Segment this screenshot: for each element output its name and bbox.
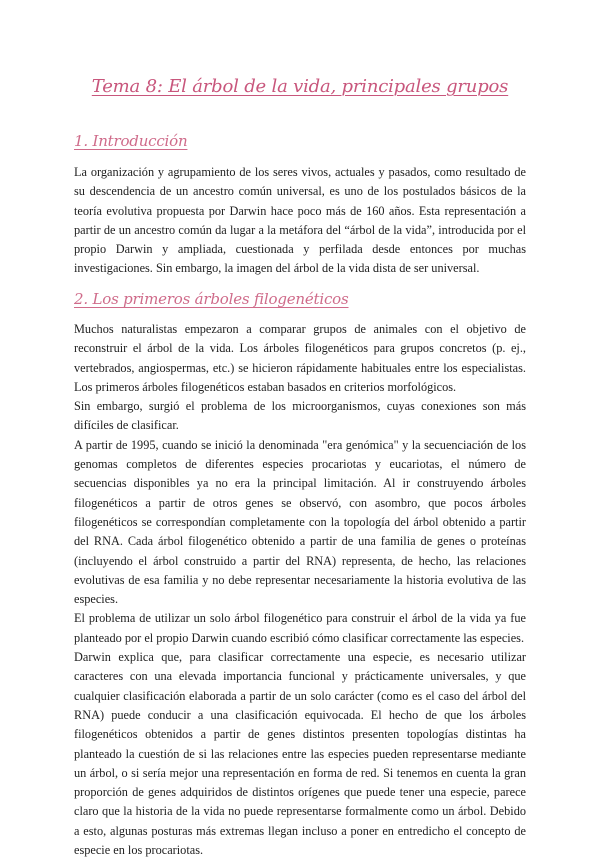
paragraph: Sin embargo, surgió el problema de los microorganismos, cuyas conexiones son más difíciles de clasificar.: [74, 399, 526, 433]
section-heading-primeros-arboles: 2. Los primeros árboles filogenéticos: [74, 290, 349, 308]
paragraph: La organización y agrupamiento de los seres vivos, actuales y pasados, como resultado de su descendencia de un ancestro común universal, es uno de los postulados básicos de la teoría evolutiva propuesta por Darwin hace poco más de 160 años. Esta representación a partir de un ancestro común da lugar a la metáfora del “árbol de la vida”, introducida por el propio Darwin y ampliada, cuestionada y perfilada desde entonces por muchas investigaciones. Sin embargo, la imagen del árbol de la vida dista de ser universal.: [74, 165, 526, 276]
paragraph: El problema de utilizar un solo árbol filogenético para construir el árbol de la vida ya fue planteado por el propio Darwin cuando escribió cómo clasificar correctamente las especies.: [74, 611, 526, 645]
document-title: Tema 8: El árbol de la vida, principales grupos: [91, 76, 509, 97]
section-heading-introduccion: 1. Introducción: [74, 132, 188, 150]
section-body-introduccion: [74, 163, 526, 279]
section-body-primeros-arboles: [74, 320, 526, 860]
paragraph: A partir de 1995, cuando se inició la denominada "era genómica" y la secuenciación de los genomas completos de diferentes especies procariotas y eucariotas, el número de secuencias disponibles ya no era la principal limitación. Al ir construyendo árboles filogenéticos a partir de otros genes se observó, con asombro, que pocos árboles filogenéticos se correspondían completamente con la topología del árbol obtenido a partir del RNA. Cada árbol filogenético obtenido a partir de una familia de genes o proteínas (incluyendo el árbol construido a partir del RNA) representa, de hecho, las relaciones evolutivas de esa familia y no debe representar necesariamente la historia evolutiva de las especies.: [74, 437, 526, 607]
paragraph: Darwin explica que, para clasificar correctamente una especie, es necesario utilizar caracteres con una elevada importancia funcional y prácticamente universales, y que cualquier clasificación elaborada a partir de un solo carácter (como es el caso del árbol del RNA) puede conducir a una clasificación equivocada. El hecho de que los árboles filogenéticos obtenidos a partir de genes distintos presenten topologías distintas ha planteado la cuestión de si las relaciones entre las especies pueden representarse mediante un árbol, o si sería mejor una representación en forma de red. Si tenemos en cuenta la gran proporción de genes adquiridos de distintos orígenes que puede tener una especie, parece claro que la historia de la vida no puede representarse formalmente como un árbol. Debido a esto, algunas posturas más extremas llegan incluso a poner en entredicho el concepto de especie en los procariotas.: [74, 650, 526, 858]
paragraph: Muchos naturalistas empezaron a comparar grupos de animales con el objetivo de reconstruir el árbol de la vida. Los árboles filogenéticos para grupos concretos (p. ej., vertebrados, angiospermas, etc.) se hicieron rápidamente habituales entre los especialistas. Los primeros árboles filogenéticos estaban basados en criterios morfológicos.: [74, 322, 526, 394]
